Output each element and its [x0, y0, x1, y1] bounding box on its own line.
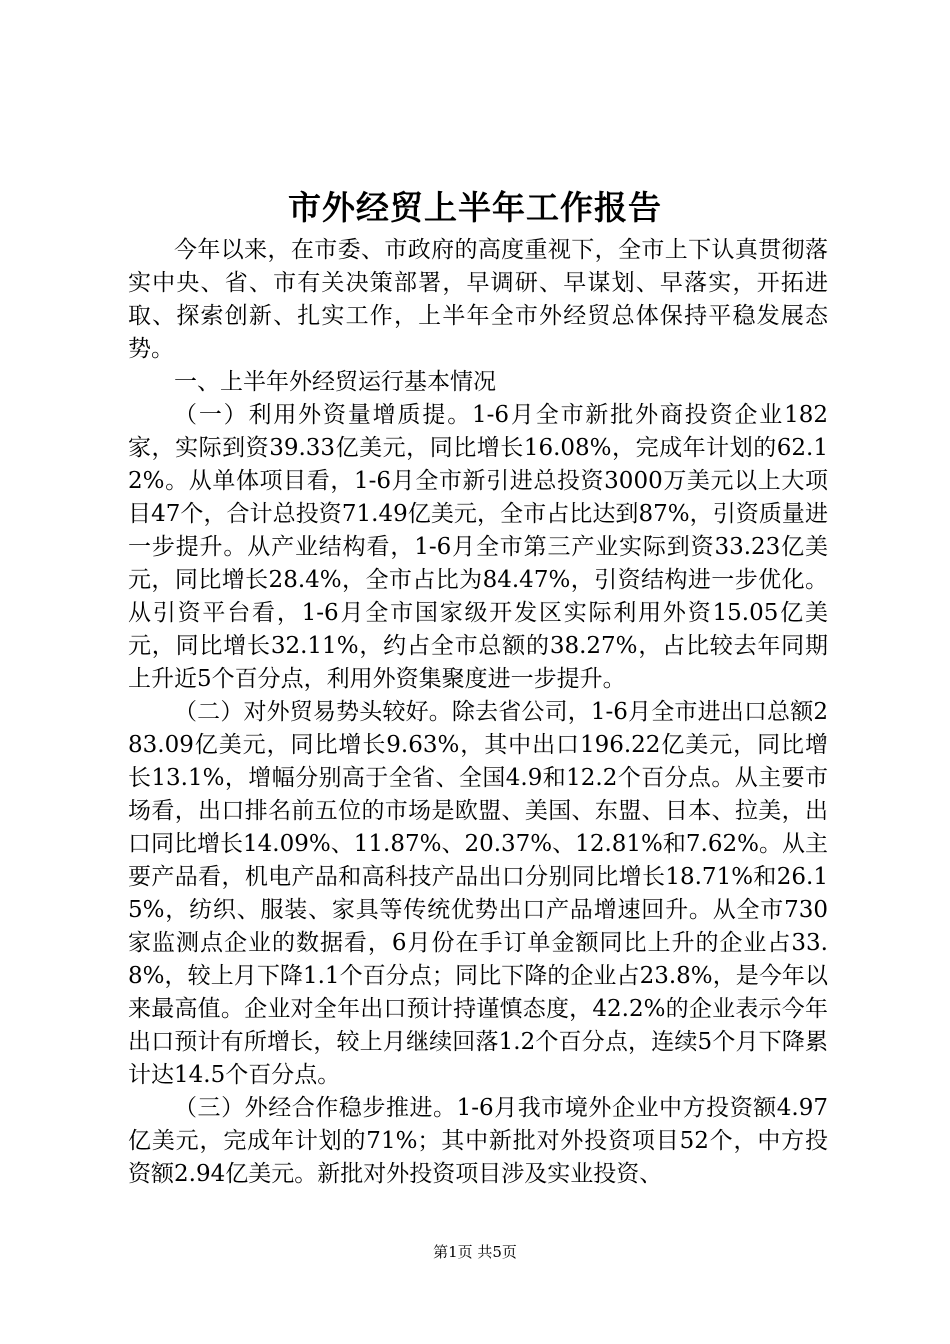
paragraph-foreign-trade: （二）对外贸易势头较好。除去省公司，1-6月全市进出口总额283.09亿美元，同比增长9.63%，其中出口196.22亿美元，同比增长13.1%，增幅分别高于全省、全国4.9和12.2个百分点。从主要市场看，出口排名前五位的市场是欧盟、美国、东盟、日本、拉美，出口同比增长14.09%、11.87%、20.37%、12.81%和7.62%。从主要产品看，机电产品和高科技产品出口分别同比增长18.71%和26.15%，纺织、服装、家具等传统优势出口产品增速回升。从全市730家监测点企业的数据看，6月份在手订单金额同比上升的企业占33.8%，较上月下降1.1个百分点；同比下降的企业占23.8%，是今年以来最高值。企业对全年出口预计持谨慎态度，42.2%的企业表示今年出口预计有所增长，较上月继续回落1.2个百分点，连续5个月下降累计达14.5个百分点。 — [128, 699, 828, 1088]
document-title: 市外经贸上半年工作报告 — [288, 188, 662, 227]
page-footer: 第1页 共5页 — [433, 1243, 517, 1261]
paragraph-economic-cooperation: （三）外经合作稳步推进。1-6月我市境外企业中方投资额4.97亿美元，完成年计划的71%；其中新批对外投资项目52个，中方投资额2.94亿美元。新批对外投资项目涉及实业投资、 — [128, 1095, 828, 1187]
document-body — [128, 234, 828, 1191]
intro-paragraph: 今年以来，在市委、市政府的高度重视下，全市上下认真贯彻落实中央、省、市有关决策部署，早调研、早谋划、早落实，开拓进取、探索创新、扎实工作，上半年全市外经贸总体保持平稳发展态势。 — [128, 237, 828, 362]
section-heading: 一、上半年外经贸运行基本情况 — [174, 369, 496, 395]
paragraph-foreign-investment: （一）利用外资量增质提。1-6月全市新批外商投资企业182家，实际到资39.33亿美元，同比增长16.08%，完成年计划的62.12%。从单体项目看，1-6月全市新引进总投资3000万美元以上大项目47个，合计总投资71.49亿美元，全市占比达到87%，引资质量进一步提升。从产业结构看，1-6月全市第三产业实际到资33.23亿美元，同比增长28.4%，全市占比为84.47%，引资结构进一步优化。从引资平台看，1-6月全市国家级开发区实际利用外资15.05亿美元，同比增长32.11%，约占全市总额的38.27%，占比较去年同期上升近5个百分点，利用外资集聚度进一步提升。 — [128, 402, 828, 692]
